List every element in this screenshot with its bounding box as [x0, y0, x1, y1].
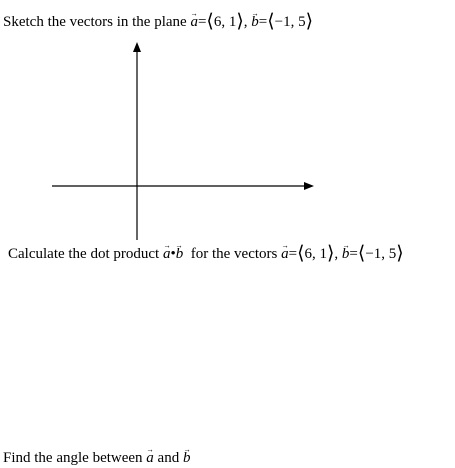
equals-sign: =	[288, 246, 298, 262]
angle-close: ⟩	[305, 11, 314, 32]
dot-product-text: Calculate the dot product	[8, 246, 160, 262]
vector-a-symbol: → a	[281, 244, 289, 264]
equals-sign: =	[349, 246, 358, 262]
dot-operator: •	[170, 246, 176, 262]
angle-close: ⟩	[236, 11, 244, 32]
comma: ,	[334, 246, 339, 262]
vector-b-value: −1, 5	[274, 14, 306, 30]
vector-a-value: 6, 1	[213, 14, 237, 30]
vector-b-value: −1, 5	[365, 246, 397, 262]
find-angle-text: Find the angle between	[3, 450, 143, 466]
vector-a-symbol: → a	[163, 244, 171, 264]
question-dot-product	[8, 244, 404, 264]
for-vectors-text: for the vectors	[190, 246, 278, 262]
vector-b-symbol: → b	[251, 12, 259, 32]
angle-open: ⟨	[297, 243, 305, 264]
angle-open: ⟨	[267, 11, 275, 32]
equals-sign: =	[258, 14, 268, 30]
x-axis-arrowhead	[304, 182, 314, 190]
question-find-angle	[3, 448, 190, 468]
vector-a-value: 6, 1	[304, 246, 327, 262]
y-axis-arrowhead	[133, 42, 141, 52]
vector-a-symbol: → a	[146, 448, 154, 468]
equals-sign: =	[197, 14, 207, 30]
comma: ,	[243, 14, 248, 30]
vector-b-symbol: → b	[342, 244, 350, 264]
sketch-text: Sketch the vectors in the plane	[3, 14, 187, 30]
vector-b-symbol: → b	[183, 448, 191, 468]
angle-close: ⟩	[327, 243, 335, 264]
angle-open: ⟨	[206, 11, 214, 32]
angle-close: ⟩	[396, 243, 404, 264]
angle-open: ⟨	[357, 243, 366, 264]
vector-b-symbol: → b	[176, 244, 184, 264]
and-text: and	[157, 450, 180, 466]
vector-a-symbol: → a	[190, 12, 198, 32]
